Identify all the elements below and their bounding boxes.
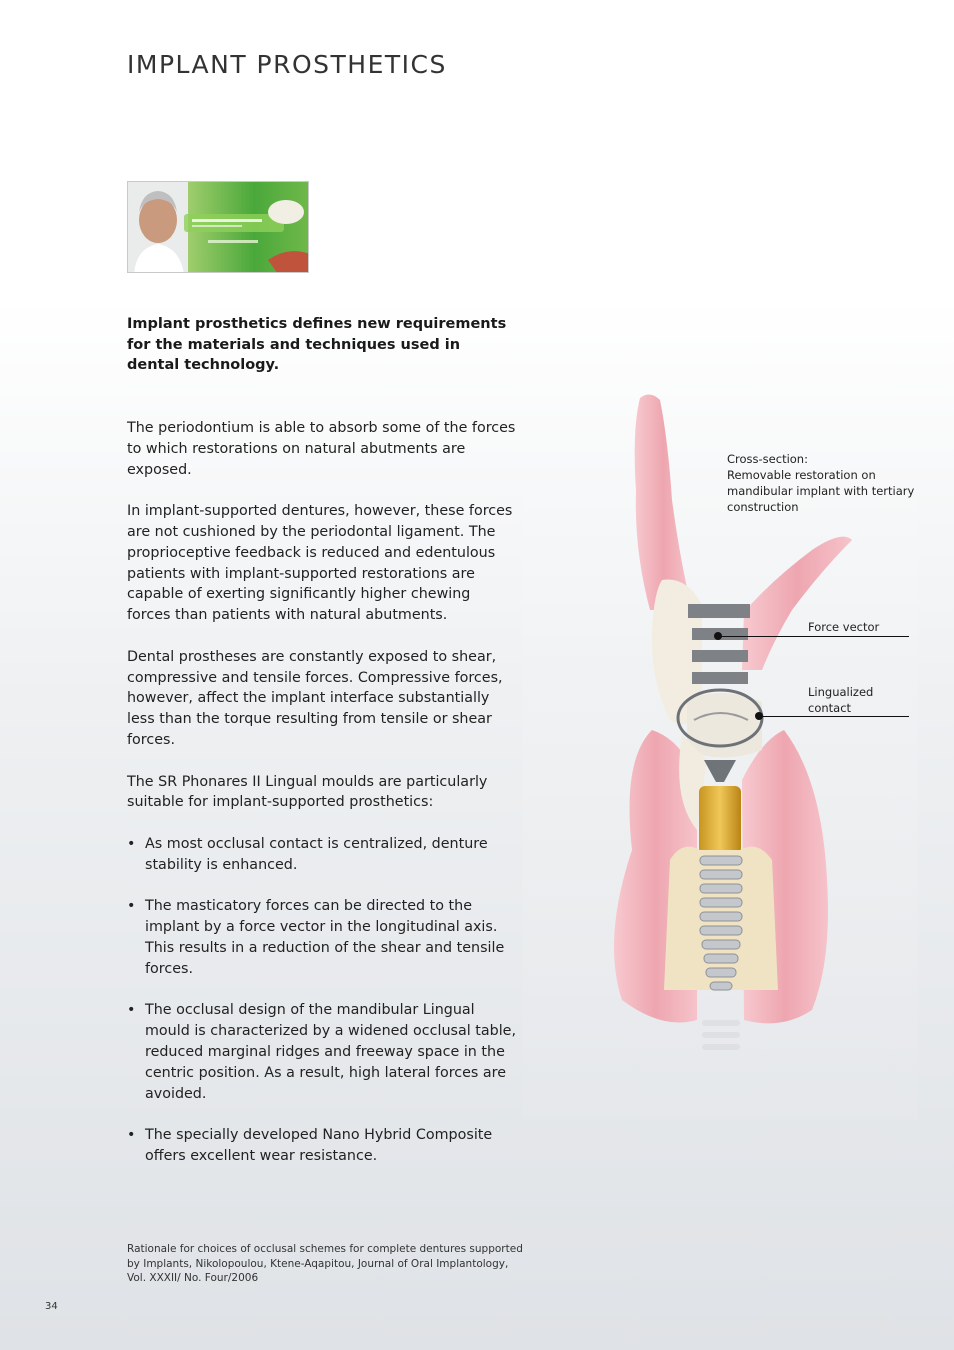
leader-dot-force	[714, 632, 722, 640]
body-text	[127, 418, 517, 1187]
paragraph: In implant-supported dentures, however, these forces are not cushioned by the periodontal ligament. The proprioceptive feedback is reduced and edentulous patients with implant-supported restorations are capable of exerting significantly higher chewing forces than patients with natural abutments.	[127, 503, 513, 624]
list-item: • The masticatory forces can be directed to the implant by a force vector in the longitudinal axis. This results in a reduction of the shear and tensile forces.	[127, 896, 517, 979]
leader-line-force	[718, 636, 909, 637]
person-portrait-icon	[128, 182, 309, 273]
leader-dot-lingual	[755, 712, 763, 720]
label-force-vector: Force vector	[808, 620, 880, 634]
paragraph: The periodontium is able to absorb some of the forces to which restorations on natural abutments are exposed.	[127, 420, 516, 478]
bullet-list	[127, 834, 517, 1167]
figure-caption: Cross-section: Removable restoration on mandibular implant with tertiary construction	[727, 452, 915, 514]
page-title: IMPLANT PROSTHETICS	[127, 50, 447, 79]
intro-text: Implant prosthetics defines new requirements for the materials and techniques used in dental technology.	[127, 316, 507, 373]
video-thumbnail[interactable]	[127, 181, 309, 273]
paragraph: Dental prostheses are constantly exposed to shear, compressive and tensile forces. Compressive forces, however, affect the implant interface substantially less than the torque resulting from tensile or shear forces.	[127, 648, 503, 748]
paragraph: The SR Phonares II Lingual moulds are particularly suitable for implant-supported prosthetics:	[127, 773, 488, 811]
list-item: • As most occlusal contact is centralized, denture stability is enhanced.	[127, 834, 517, 876]
list-item: • The occlusal design of the mandibular Lingual mould is characterized by a widened occlusal table, reduced marginal ridges and freeway space in the centric position. As a result, high lateral forces are avoided.	[127, 1000, 517, 1104]
leader-line-lingual	[759, 716, 909, 717]
label-lingualized-contact: Lingualized contact	[808, 685, 874, 715]
footnote: Rationale for choices of occlusal schemes for complete dentures supported by Implants, Nikolopoulou, Ktene-Aqapitou, Journal of Oral Implantology, Vol. XXXII/ No. Four/2006	[127, 1243, 523, 1284]
page-number: 34	[45, 1301, 58, 1312]
list-item: • The specially developed Nano Hybrid Composite offers excellent wear resistance.	[127, 1125, 517, 1167]
